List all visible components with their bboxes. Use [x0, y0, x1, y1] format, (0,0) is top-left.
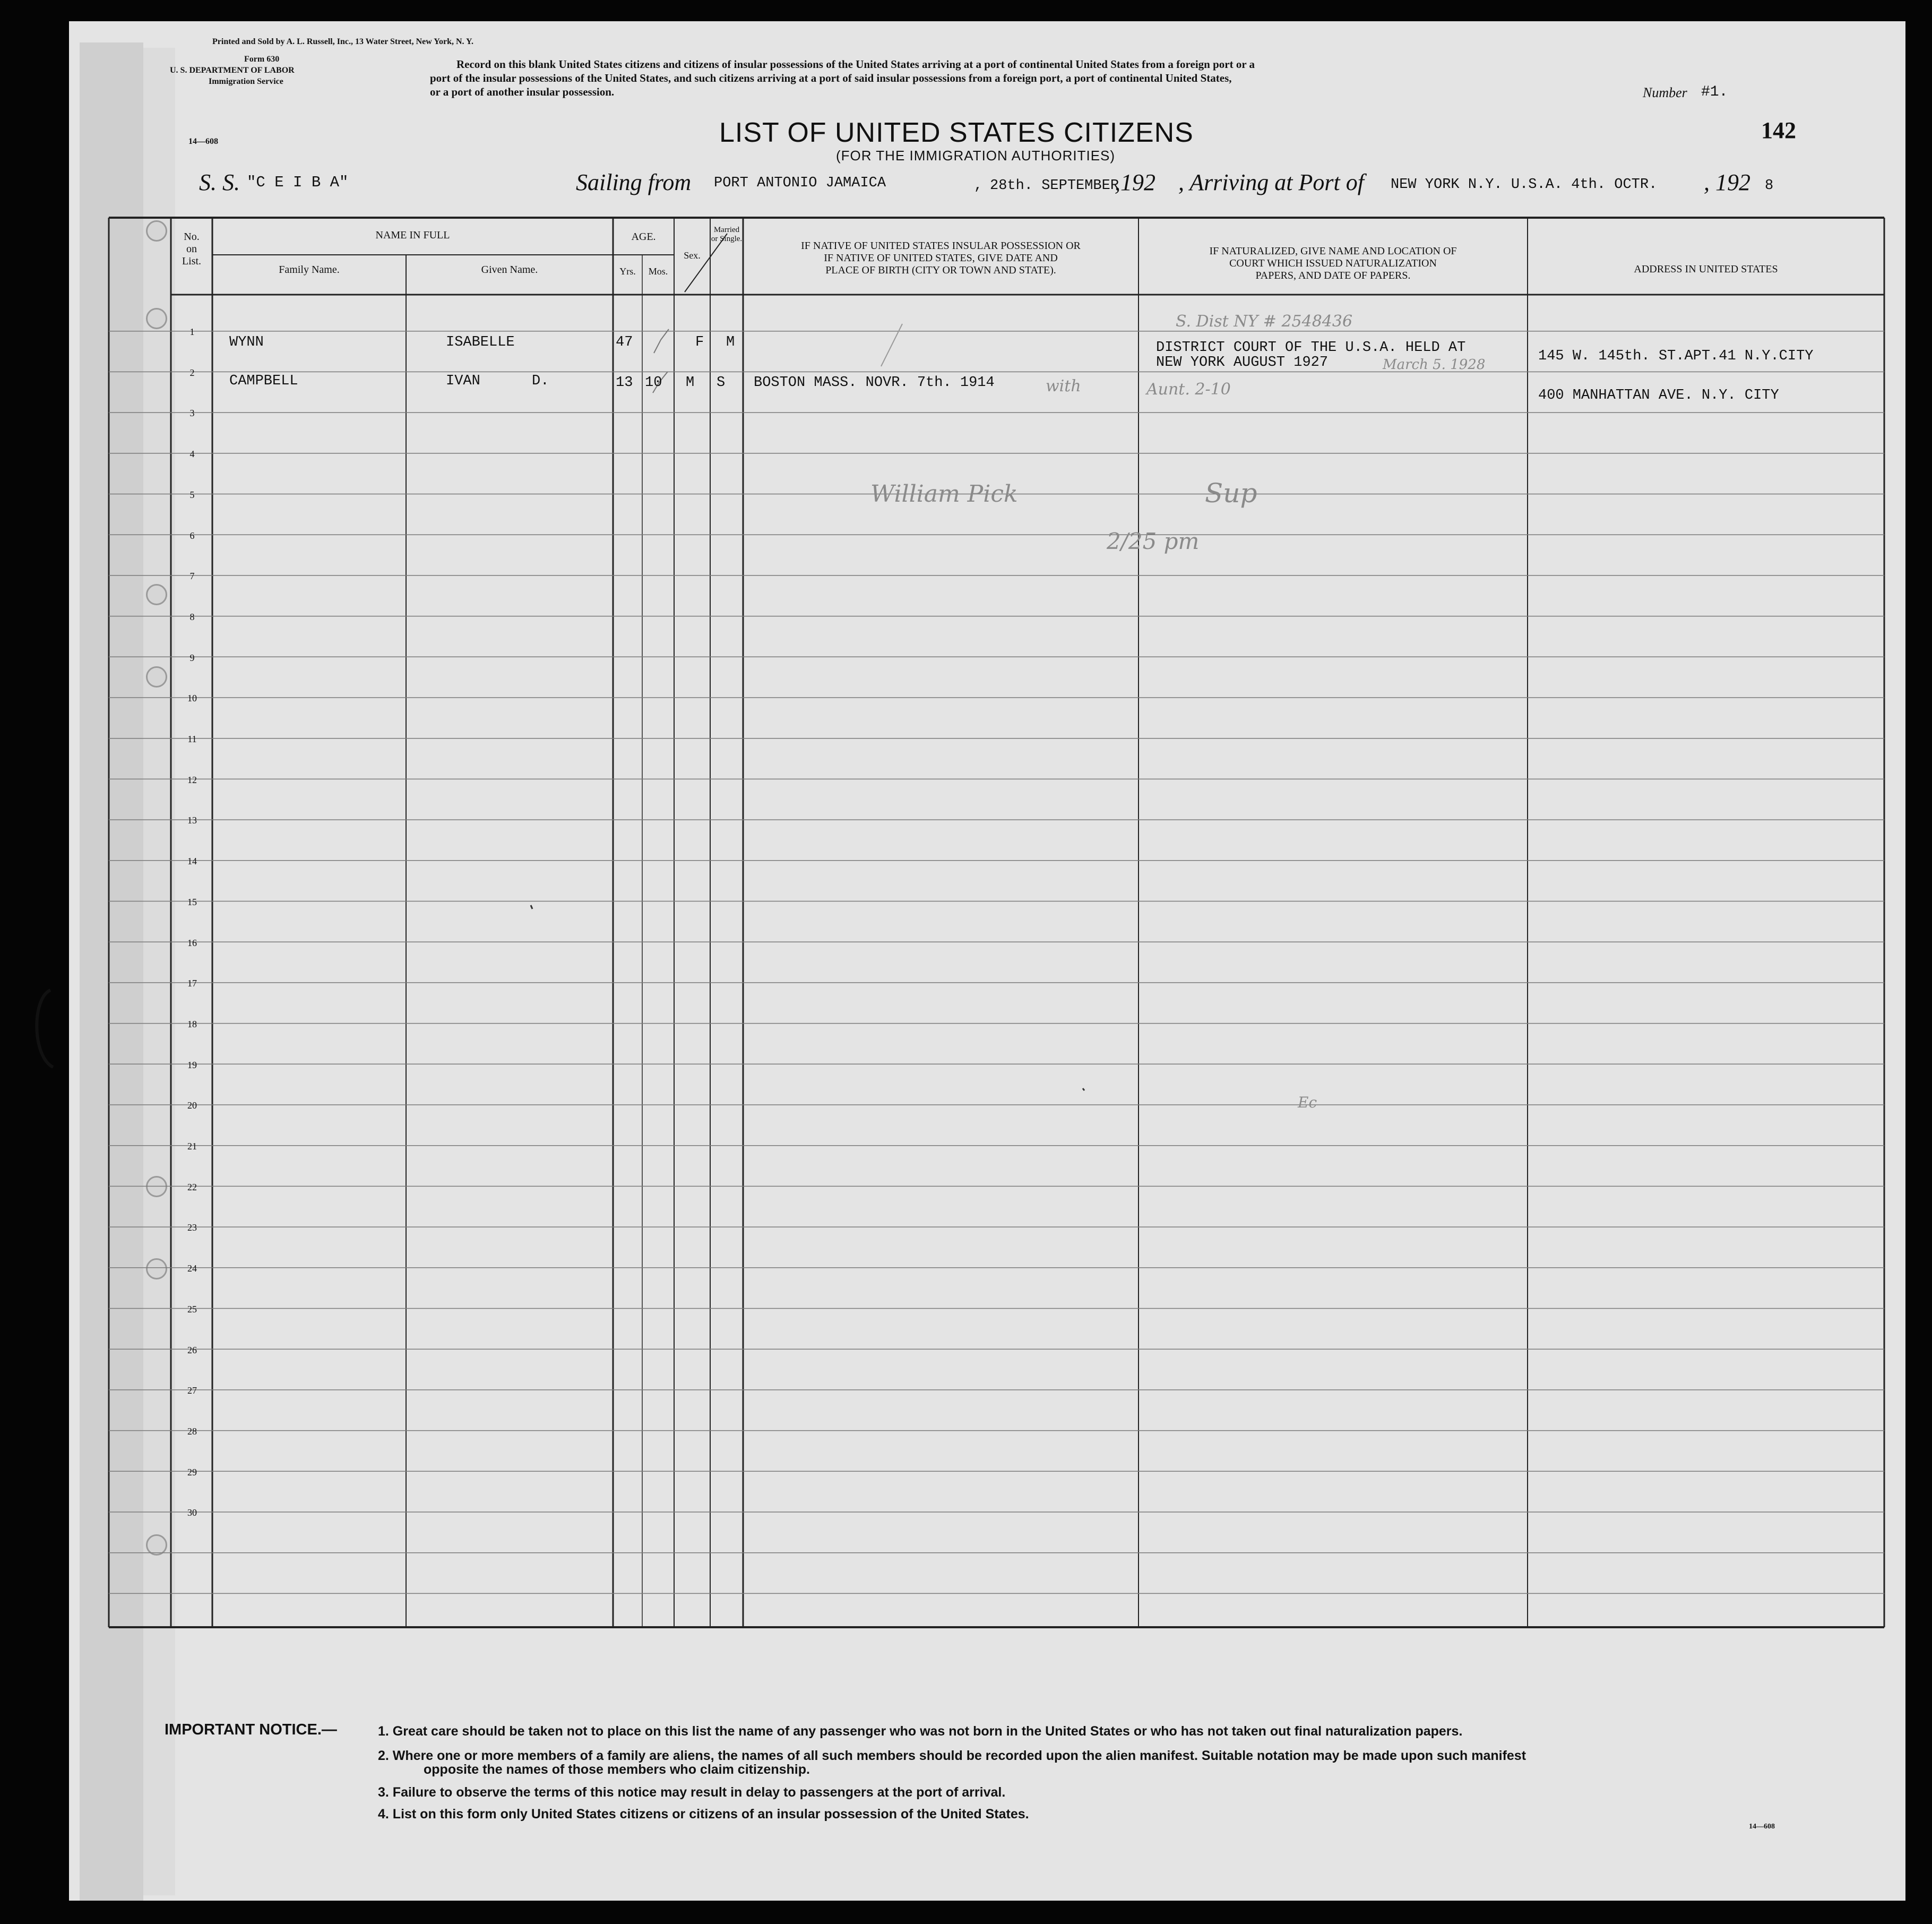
handwritten-time: 2/25 pm: [1107, 528, 1200, 554]
number-label: Number: [1643, 85, 1687, 100]
row1-sex: F: [695, 334, 704, 350]
notice-item-4: 4. List on this form only United States citizens or citizens of an insular possession of the United States.: [378, 1807, 1029, 1822]
row-number: 30: [187, 1507, 197, 1518]
handwritten-nat-date: March 5. 1928: [1383, 357, 1486, 373]
row-number: 27: [187, 1385, 197, 1396]
row-number: 10: [187, 693, 197, 704]
row-number: 23: [187, 1222, 197, 1233]
nat-header-2: COURT WHICH ISSUED NATURALIZATION: [1229, 257, 1437, 269]
sex-header: Sex.: [684, 250, 701, 261]
arriving-label: , Arriving at Port of: [1178, 169, 1364, 195]
page-title: LIST OF UNITED STATES CITIZENS: [719, 117, 1194, 148]
instruction-line-2: port of the insular possessions of the United States, and such citizens arriving at a port of said insular possessions from a foreign port, a port of continental United States,: [430, 72, 1232, 84]
number-value: #1.: [1701, 84, 1728, 100]
sailing-date: 28th. SEPTEMBER: [990, 178, 1119, 194]
row-number: 12: [187, 774, 197, 785]
row1-family-name: WYNN: [229, 334, 264, 350]
row1-nat-line2: NEW YORK AUGUST 1927: [1156, 355, 1329, 371]
row-number: 1: [189, 327, 195, 337]
row2-family-name: CAMPBELL: [229, 373, 298, 389]
row-number: 22: [187, 1181, 197, 1192]
row-number: 9: [189, 652, 195, 663]
print-code: 14—608: [188, 137, 218, 146]
row2-months: 10: [645, 375, 662, 391]
row1-given-name: ISABELLE: [446, 334, 515, 350]
row-number: 25: [187, 1303, 197, 1315]
birth-header: [743, 240, 1138, 277]
handwritten-aunt-note: Aunt. 2-10: [1146, 380, 1231, 399]
handwritten-signature: William Pick: [870, 480, 1018, 508]
row-number: 4: [189, 449, 195, 460]
birth-header-2: IF NATIVE OF UNITED STATES, GIVE DATE AND: [824, 252, 1058, 264]
instruction-line-3: or a port of another insular possession.: [430, 85, 615, 98]
notice-item-2b: opposite the names of those members who claim citizenship.: [424, 1762, 810, 1777]
col-on-text: on: [186, 243, 197, 255]
row1-marital: M: [726, 334, 735, 350]
nat-header-3: PAPERS, AND DATE OF PAPERS.: [1255, 270, 1411, 281]
row2-birth: BOSTON MASS. NOVR. 7th. 1914: [754, 375, 995, 391]
row1-address: 145 W. 145th. ST.APT.41 N.Y.CITY: [1538, 348, 1814, 364]
handwritten-naturalization-note: S. Dist NY # 2548436: [1176, 312, 1353, 331]
ship-name: "C E I B A": [247, 174, 349, 191]
handwritten-birth-note: with: [1046, 377, 1081, 396]
row1-nat-line1: DISTRICT COURT OF THE U.S.A. HELD AT: [1156, 340, 1466, 356]
name-in-full-header: NAME IN FULL: [375, 229, 450, 241]
birth-header-1: IF NATIVE OF UNITED STATES INSULAR POSSESSION OR: [801, 240, 1081, 252]
notice-label: IMPORTANT NOTICE.—: [165, 1721, 337, 1738]
row-number: 7: [189, 571, 195, 582]
notice-code: 14—608: [1749, 1823, 1775, 1831]
row-number: 29: [187, 1466, 197, 1478]
row-number: 8: [189, 611, 195, 622]
row-number: 6: [189, 530, 195, 541]
row-number: 15: [187, 896, 197, 907]
row-number: 24: [187, 1263, 197, 1274]
address-header: ADDRESS IN UNITED STATES: [1634, 263, 1778, 275]
row-number: 16: [187, 937, 197, 948]
row-number: 3: [189, 408, 195, 419]
sailing-year: ,192: [1115, 169, 1155, 195]
row-number: 26: [187, 1344, 197, 1355]
arriving-port: NEW YORK N.Y. U.S.A. 4th. OCTR.: [1391, 177, 1658, 193]
handwritten-initials: Sup: [1205, 478, 1257, 509]
row-number: 20: [187, 1100, 197, 1111]
nat-header-1: IF NATURALIZED, GIVE NAME AND LOCATION OF: [1209, 245, 1457, 257]
row-number: 21: [187, 1141, 197, 1152]
row-number: 11: [187, 734, 197, 744]
arriving-year: , 192: [1704, 169, 1750, 195]
family-name-header: Family Name.: [279, 264, 340, 276]
notice-item-1: 1. Great care should be taken not to place on this list the name of any passenger who was not born in the United States or who has not taken out final naturalization papers.: [378, 1724, 1463, 1739]
arriving-year-digit: 8: [1765, 178, 1774, 194]
yrs-header: Yrs.: [619, 266, 636, 277]
instruction-line-1: Record on this blank United States citizens and citizens of insular possessions of the United States arriving at a port of continental United States from a foreign port or a: [456, 58, 1255, 71]
or-single-text: or Single.: [711, 235, 743, 243]
printer-line: Printed and Sold by A. L. Russell, Inc., 13 Water Street, New York, N. Y.: [212, 37, 474, 46]
row-number: 17: [187, 978, 197, 989]
married-single-header: [710, 226, 743, 244]
sailing-date-comma: ,: [974, 178, 983, 194]
sailing-port: PORT ANTONIO JAMAICA: [714, 175, 886, 191]
page-number: 142: [1761, 117, 1796, 143]
birth-header-3: PLACE OF BIRTH (CITY OR TOWN AND STATE).: [825, 264, 1056, 276]
row-number: 14: [187, 856, 197, 867]
page-subtitle: (FOR THE IMMIGRATION AUTHORITIES): [836, 148, 1116, 164]
row-number: 13: [187, 815, 197, 826]
row-number: 28: [187, 1425, 197, 1437]
row2-given-name: IVAN D.: [446, 373, 549, 389]
naturalization-header: [1138, 245, 1528, 282]
notice-item-3: 3. Failure to observe the terms of this notice may result in delay to passengers at the port of arrival.: [378, 1785, 1006, 1800]
department: U. S. DEPARTMENT OF LABOR: [170, 66, 295, 75]
sailing-label: Sailing from: [576, 169, 692, 195]
row2-address: 400 MANHATTAN AVE. N.Y. CITY: [1538, 388, 1779, 403]
row-number: 19: [187, 1059, 197, 1070]
col-no-text: No.: [184, 231, 200, 243]
row2-sex: M: [686, 375, 695, 391]
notice-item-2a: 2. Where one or more members of a family are aliens, the names of all such members should be recorded upon the alien manifest. Suitable notation may be made upon such manifest: [378, 1748, 1526, 1763]
col-list-text: List.: [182, 255, 202, 267]
service: Immigration Service: [209, 77, 283, 86]
row-number: 18: [187, 1018, 197, 1029]
row-number: 5: [189, 489, 195, 500]
handwritten-mark: Ec: [1298, 1094, 1317, 1111]
row-number: 2: [189, 367, 195, 378]
mos-header: Mos.: [648, 266, 668, 277]
row2-marital: S: [717, 375, 726, 391]
given-name-header: Given Name.: [481, 264, 538, 276]
married-text: Married: [713, 226, 740, 234]
col-no-header: [171, 231, 212, 268]
row2-years: 13: [616, 375, 633, 391]
ss-label: S. S.: [199, 169, 240, 195]
form-number: Form 630: [244, 55, 280, 64]
row1-years: 47: [616, 334, 633, 350]
age-header: AGE.: [631, 231, 656, 243]
